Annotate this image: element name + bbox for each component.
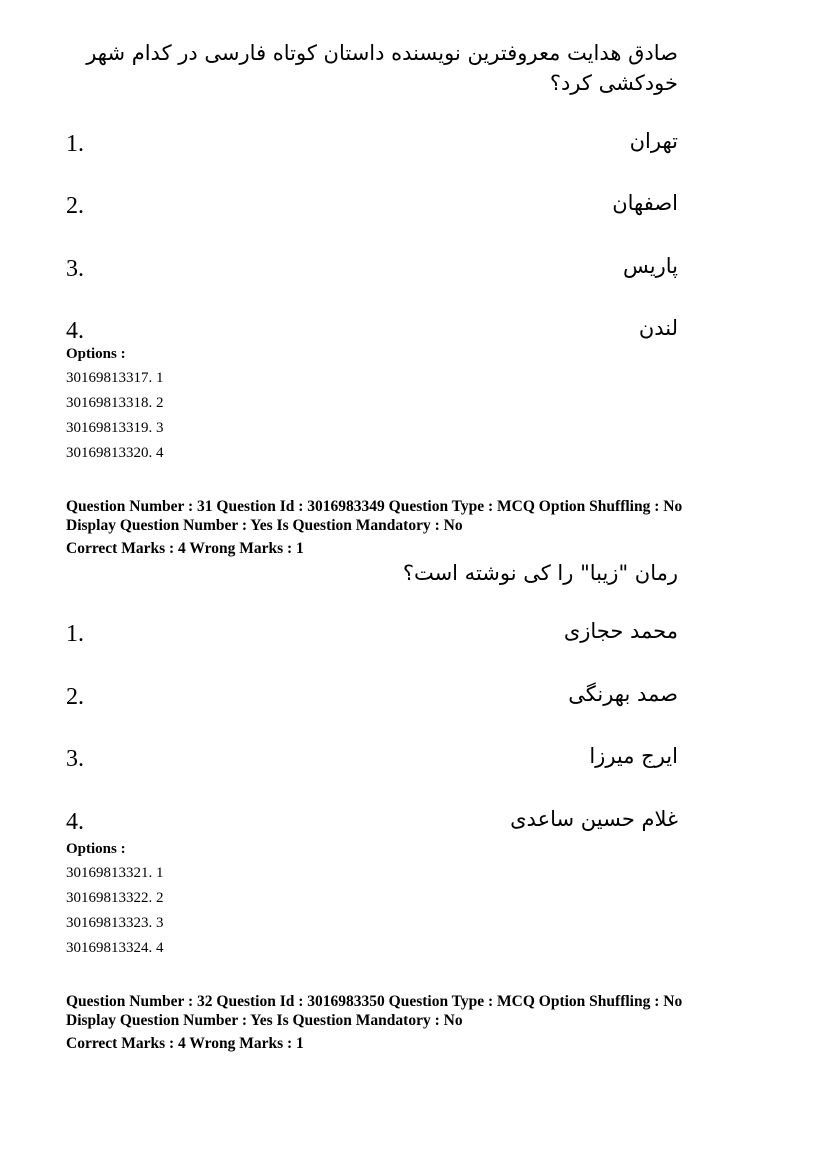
answer-text: صمد بهرنگی — [568, 682, 678, 706]
answer-number: 1. — [66, 131, 84, 157]
answer-number: 4. — [66, 318, 84, 344]
answer-text: لندن — [638, 316, 678, 340]
option-id: 30169813319. 3 — [66, 420, 164, 436]
answer-text: تهران — [629, 129, 678, 153]
option-id: 30169813322. 2 — [66, 890, 164, 906]
answer-text: ایرج میرزا — [589, 744, 678, 768]
answer-number: 2. — [66, 193, 84, 219]
option-id: 30169813318. 2 — [66, 395, 164, 411]
option-id: 30169813323. 3 — [66, 915, 164, 931]
question-text: صادق هدایت معروفترین نویسنده داستان کوتاه فارسی در کدام شهر خودکشی کرد؟ — [86, 41, 678, 95]
answer-number: 1. — [66, 621, 84, 647]
question-marks-line: Correct Marks : 4 Wrong Marks : 1 — [66, 1035, 304, 1052]
option-id: 30169813317. 1 — [66, 370, 164, 386]
answer-number: 3. — [66, 746, 84, 772]
question-text: رمان "زیبا" را کی نوشته است؟ — [402, 561, 678, 585]
answer-text: اصفهان — [612, 191, 678, 215]
question-meta-line: Question Number : 31 Question Id : 3016983349 Question Type : MCQ Option Shuffling : No — [66, 498, 683, 515]
answer-number: 2. — [66, 684, 84, 710]
answer-number: 3. — [66, 256, 84, 282]
option-id: 30169813321. 1 — [66, 865, 164, 881]
answer-number: 4. — [66, 809, 84, 835]
question-meta-line: Question Number : 32 Question Id : 3016983350 Question Type : MCQ Option Shuffling : No — [66, 993, 683, 1010]
options-label: Options : — [66, 841, 126, 857]
question-meta-line: Display Question Number : Yes Is Question Mandatory : No — [66, 517, 463, 534]
options-label: Options : — [66, 346, 126, 362]
answer-text: پاریس — [622, 254, 678, 278]
question-marks-line: Correct Marks : 4 Wrong Marks : 1 — [66, 540, 304, 557]
answer-text: غلام حسین ساعدی — [510, 807, 678, 831]
option-id: 30169813324. 4 — [66, 940, 164, 956]
answer-text: محمد حجازی — [563, 619, 678, 643]
question-meta-line: Display Question Number : Yes Is Question Mandatory : No — [66, 1012, 463, 1029]
option-id: 30169813320. 4 — [66, 445, 164, 461]
